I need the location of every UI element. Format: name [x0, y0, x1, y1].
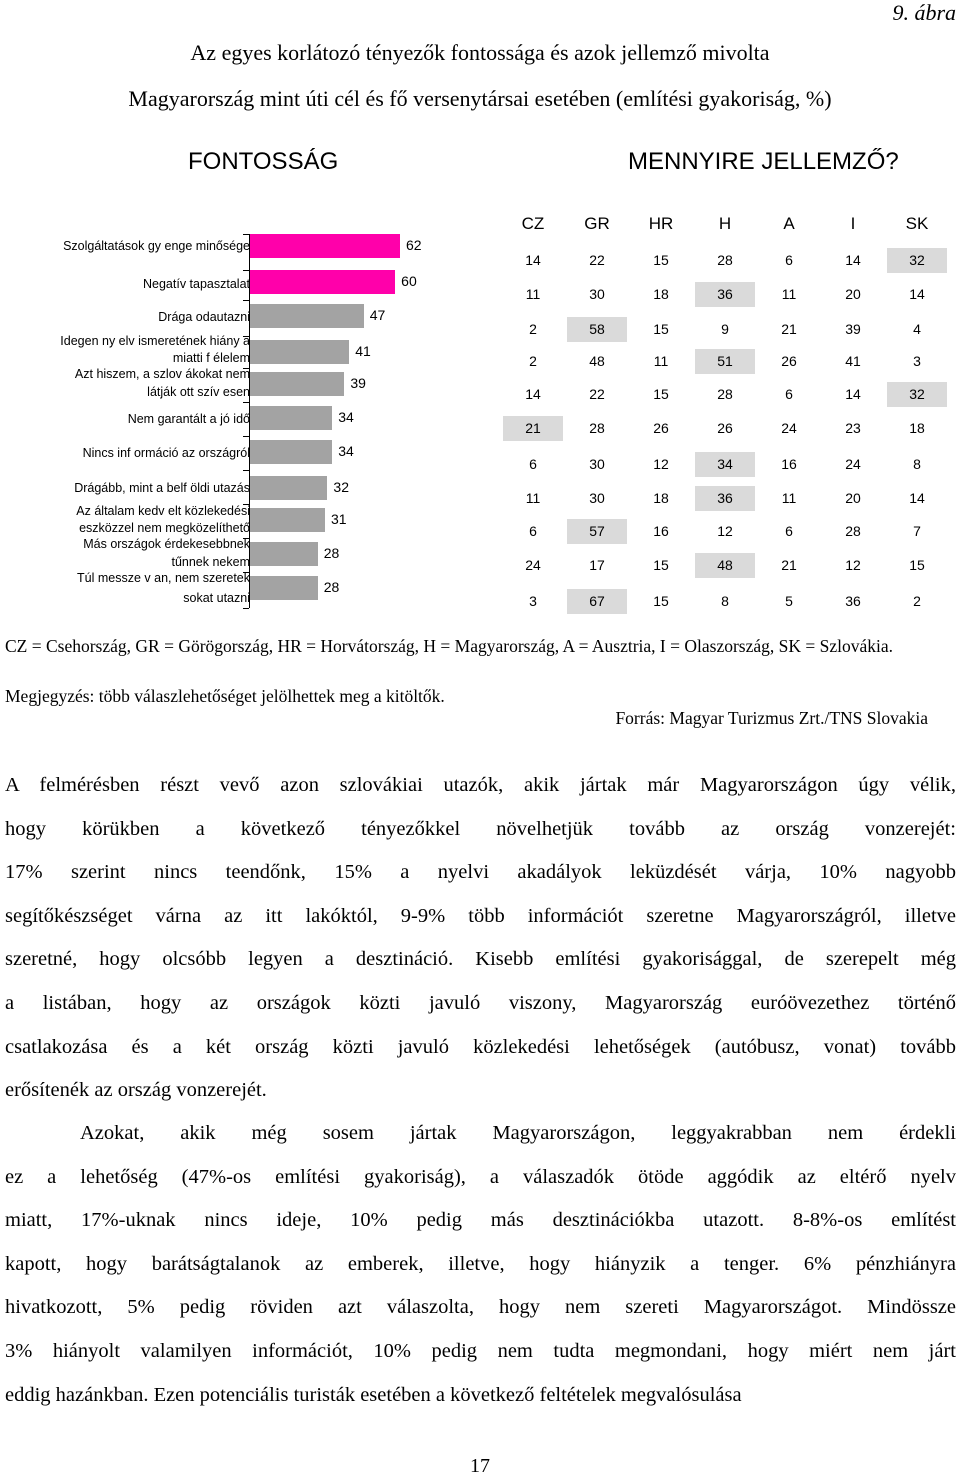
table-cell: 3	[529, 593, 537, 609]
table-cell: 14	[525, 386, 541, 402]
table-cell: 6	[785, 523, 793, 539]
table-cell: 11	[781, 286, 797, 302]
bar	[250, 440, 332, 464]
table-cell: 24	[845, 456, 861, 472]
bar-value-label: 47	[369, 307, 386, 323]
table-cell: 28	[717, 252, 733, 268]
table-cell: 58	[567, 317, 627, 342]
category-label: Nem garantált a jó idő	[127, 412, 250, 426]
table-cell: 32	[887, 248, 947, 273]
page-number: 17	[470, 1455, 490, 1477]
table-cell: 4	[913, 321, 921, 337]
category-label: Nincs inf ormáció az országról	[82, 446, 250, 460]
table-cell: 3	[913, 353, 921, 369]
paragraph-line: hivatkozott, 5% pedig röviden azt válaszolta, hogy nem szereti Magyarországot. Mindössze	[5, 1296, 956, 1319]
table-cell: 12	[717, 523, 733, 539]
table-cell: 12	[653, 456, 669, 472]
table-cell: 22	[589, 252, 605, 268]
table-cell: 6	[529, 456, 537, 472]
category-label: Az általam kedv elt közlekedési	[76, 504, 250, 518]
table-cell: 24	[781, 420, 797, 436]
table-cell: 5	[785, 593, 793, 609]
column-header: I	[850, 214, 856, 233]
country-legend: CZ = Csehország, GR = Görögország, HR = Horvátország, H = Magyarország, A = Ausztria, I = Olaszország, SK = Szlovákia.	[5, 636, 894, 656]
paragraph-line: a listában, hogy az országok közti javuló viszony, Magyarország euróövezethez történő	[5, 992, 956, 1014]
bar	[250, 372, 344, 396]
figure-title-line2: Magyarország mint úti cél és fő versenytársai esetében (említési gyakoriság, %)	[128, 86, 832, 111]
bar	[250, 270, 395, 294]
table-cell: 36	[695, 486, 755, 511]
table-cell: 20	[845, 490, 861, 506]
bar-value-label: 31	[331, 511, 347, 527]
table-cell: 39	[845, 321, 861, 337]
table-cell: 9	[721, 321, 729, 337]
table-cell: 14	[909, 286, 925, 302]
table-cell: 14	[845, 386, 861, 402]
table-cell: 15	[653, 321, 669, 337]
table-cell: 34	[695, 452, 755, 477]
figure-label: 9. ábra	[892, 0, 956, 25]
paragraph-line: Azokat, akik még sosem jártak Magyarországon, leggyakrabban nem érdekli	[80, 1122, 956, 1144]
category-label: Szolgáltatások gy enge minősége	[63, 239, 250, 253]
paragraph-line: erősítenék az ország vonzerejét.	[5, 1079, 267, 1102]
bar	[250, 406, 332, 430]
table-cell: 22	[589, 386, 605, 402]
table-cell: 16	[781, 456, 797, 472]
bar-value-label: 28	[323, 579, 340, 595]
table-cell: 8	[913, 456, 921, 472]
table-cell: 2	[529, 353, 537, 369]
table-cell: 18	[909, 420, 925, 436]
paragraph-line: csatlakozása és a két ország közti javuló közlekedési lehetőségek (autóbusz, vonat) tovább	[5, 1035, 956, 1058]
paragraph-line: hogy körükben a következő tényezőkkel növelhetjük tovább az ország vonzerejét:	[5, 817, 956, 840]
category-label: sokat utazni	[183, 591, 250, 605]
bar	[250, 304, 364, 328]
characteristic-heading: MENNYIRE JELLEMZŐ?	[628, 148, 899, 175]
category-label: Negatív tapasztalat	[142, 277, 250, 291]
category-label: Túl messze v an, nem szeretek	[77, 571, 250, 585]
paragraph-line: 17% szerint nincs teendőnk, 15% a nyelvi akadályok leküzdését várja, 10% nagyobb	[5, 861, 956, 884]
table-cell: 24	[525, 557, 541, 573]
table-cell: 67	[567, 589, 627, 614]
table-cell: 21	[781, 321, 797, 337]
bar	[250, 508, 325, 532]
table-cell: 8	[721, 593, 729, 609]
bar	[250, 542, 318, 566]
bar-value-label: 32	[333, 479, 349, 495]
category-label: tűnnek nekem	[171, 555, 250, 569]
table-cell: 18	[653, 286, 669, 302]
table-cell: 15	[653, 557, 669, 573]
source: Forrás: Magyar Turizmus Zrt./TNS Slovakia	[615, 708, 928, 728]
table-cell: 51	[695, 349, 755, 374]
column-header: SK	[905, 214, 929, 233]
category-label: Azt hiszem, a szlov ákokat nem	[74, 367, 250, 381]
table-cell: 6	[529, 523, 537, 539]
bar	[250, 476, 327, 500]
bar-value-label: 41	[355, 343, 371, 359]
table-cell: 23	[845, 420, 861, 436]
paragraph-line: miatt, 17%-uknak nincs ideje, 10% pedig más desztinációkba utazott. 8-8%-os említést	[5, 1209, 956, 1232]
table-cell: 2	[913, 593, 921, 609]
column-header: GR	[584, 214, 610, 233]
table-cell: 57	[567, 519, 627, 544]
table-cell: 2	[529, 321, 537, 337]
table-cell: 36	[845, 593, 861, 609]
category-label: Más országok érdekesebbnek	[83, 537, 250, 551]
table-cell: 11	[653, 353, 669, 369]
paragraph-line: ez a lehetőség (47%-os említési gyakoriság), a válaszadók ötöde aggódik az eltérő nyelv	[5, 1165, 956, 1188]
bar-value-label: 34	[338, 409, 354, 425]
axis-tick	[243, 234, 249, 235]
table-cell: 15	[653, 386, 669, 402]
table-cell: 28	[589, 420, 605, 436]
table-cell: 20	[845, 286, 861, 302]
column-header: HR	[648, 214, 674, 233]
category-label: Drágább, mint a belf öldi utazás	[74, 481, 250, 495]
axis-tick	[243, 608, 249, 609]
axis-tick	[243, 470, 249, 471]
column-header: CZ	[521, 214, 545, 233]
bar	[250, 340, 349, 364]
table-cell: 30	[589, 490, 605, 506]
bar-value-label: 28	[323, 545, 340, 561]
table-cell: 11	[525, 286, 541, 302]
table-cell: 26	[717, 420, 733, 436]
table-cell: 21	[781, 557, 797, 573]
table-cell: 41	[845, 353, 861, 369]
bar-value-label: 39	[350, 375, 366, 391]
figure-title-line1: Az egyes korlátozó tényezők fontossága és azok jellemző mivolta	[190, 40, 770, 65]
axis-tick	[243, 270, 249, 271]
bar	[250, 576, 318, 600]
table-cell: 32	[887, 382, 947, 407]
note: Megjegyzés: több válaszlehetőséget jelölhettek meg a kitöltők.	[5, 686, 445, 706]
table-cell: 30	[589, 456, 605, 472]
table-cell: 14	[845, 252, 861, 268]
paragraph-line: kapott, hogy barátságtalanok az emberek, illetve, hogy hiányzik a tenger. 6% pénzhiányra	[5, 1252, 956, 1275]
column-header: H	[718, 214, 732, 233]
table-cell: 18	[653, 490, 669, 506]
table-cell: 6	[785, 252, 793, 268]
category-label: Drága odautazni	[158, 310, 250, 324]
category-label: eszközzel nem megközelíthető	[79, 521, 250, 535]
table-cell: 6	[785, 386, 793, 402]
paragraph-line: segítőkészséget várna az itt lakóktól, 9-9% több információt szeretne Magyarországról, illetve	[5, 904, 956, 927]
table-cell: 21	[503, 416, 563, 441]
table-cell: 14	[525, 252, 541, 268]
table-cell: 28	[845, 523, 861, 539]
paragraph-line: eddig hazánkban. Ezen potenciális turisták esetében a következő feltételek megvalósulása	[5, 1383, 742, 1406]
category-label: Idegen ny elv ismeretének hiány a	[60, 334, 250, 348]
paragraph-line: 3% hiányolt valamilyen információt, 10% pedig nem tudta megmondani, hogy miért nem járt	[5, 1340, 956, 1362]
table-cell: 16	[653, 523, 669, 539]
table-cell: 36	[695, 282, 755, 307]
axis-tick	[243, 300, 249, 301]
table-cell: 15	[653, 593, 669, 609]
table-cell: 48	[695, 553, 755, 578]
paragraph-line: A felmérésben részt vevő azon szlovákiai utazók, akik jártak már Magyarországon úgy vélik,	[5, 774, 956, 796]
table-cell: 11	[781, 490, 797, 506]
table-cell: 7	[913, 523, 921, 539]
category-label: miatti f élelem	[172, 351, 250, 365]
table-cell: 11	[525, 490, 541, 506]
importance-heading: FONTOSSÁG	[188, 148, 339, 175]
table-cell: 15	[909, 557, 925, 573]
paragraph-line: szeretné, hogy olcsóbb legyen a desztináció. Kisebb említési gyakorisággal, de szerepelt még	[5, 948, 956, 971]
axis-tick	[243, 436, 249, 437]
category-label: látják ott szív esen	[147, 385, 250, 399]
table-cell: 26	[781, 353, 797, 369]
bar-value-label: 60	[401, 273, 417, 289]
table-cell: 14	[909, 490, 925, 506]
table-cell: 26	[653, 420, 669, 436]
column-header: A	[783, 214, 795, 233]
table-cell: 30	[589, 286, 605, 302]
table-cell: 17	[589, 557, 605, 573]
table-cell: 28	[717, 386, 733, 402]
bar-value-label: 62	[406, 237, 422, 253]
table-cell: 48	[589, 353, 605, 369]
bar-value-label: 34	[338, 443, 354, 459]
axis-tick	[243, 402, 249, 403]
table-cell: 15	[653, 252, 669, 268]
bar	[250, 234, 400, 258]
table-cell: 12	[845, 557, 861, 573]
